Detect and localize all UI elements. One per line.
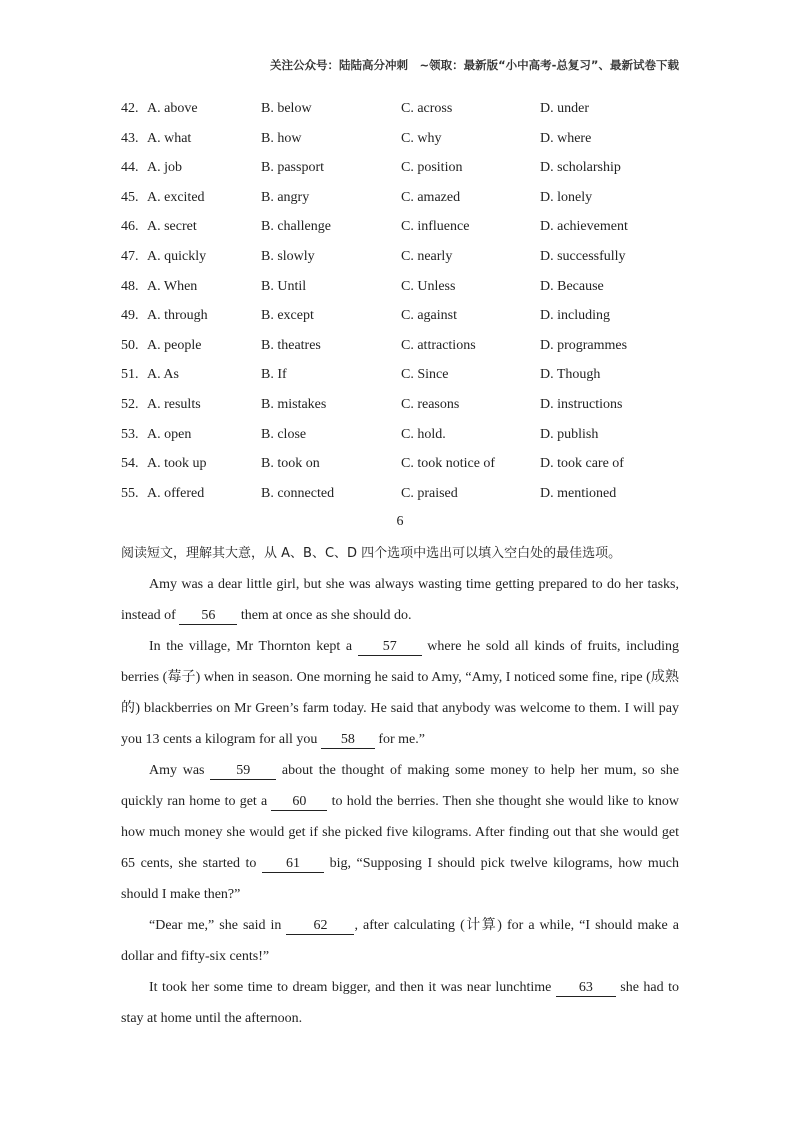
option-b: B. angry — [261, 189, 310, 205]
option-row — [121, 183, 681, 213]
passage-text: to hold the berries. Then she thought she would like to know how much money she would get if she picked five kilograms. After finding out that she would get 65 cents, she started to — [121, 794, 679, 871]
option-a: A. secret — [147, 219, 197, 235]
option-row — [121, 360, 681, 390]
question-number: 43. — [121, 130, 139, 146]
option-row — [121, 390, 681, 420]
passage-text: , after calculating (计算) for a while, “I should make a dollar and fifty-six cents!” — [121, 918, 679, 964]
option-b: B. took on — [261, 456, 320, 472]
page-header: 关注公众号：陆陆高分冲刺 ~领取：最新版“小中高考-总复习”、最新试卷下载 — [269, 58, 679, 72]
option-c: C. amazed — [401, 189, 461, 205]
option-c: C. position — [401, 160, 463, 176]
option-a: A. above — [147, 101, 198, 116]
passage-text: Amy was — [149, 763, 211, 778]
passage-text: for me.” — [374, 732, 425, 747]
option-d: D. including — [540, 308, 610, 324]
question-number: 48. — [121, 278, 139, 294]
option-b: B. close — [261, 426, 307, 442]
passage-text: It took her some time to dream bigger, and then it was near lunchtime — [149, 980, 556, 995]
option-c: C. reasons — [401, 396, 460, 412]
passage-paragraph — [121, 569, 679, 631]
option-row — [121, 153, 681, 183]
question-number: 45. — [121, 189, 139, 205]
option-c: C. hold. — [401, 426, 446, 442]
option-c: C. against — [401, 308, 457, 324]
option-row — [121, 479, 681, 509]
blank-57: 57 — [358, 639, 422, 656]
passage-text: big, “Supposing I should pick twelve kilograms, how much should I make then?” — [121, 856, 679, 902]
option-b: B. slowly — [261, 248, 315, 264]
option-d: D. lonely — [540, 189, 593, 205]
option-c: C. Since — [401, 367, 449, 383]
option-a: A. When — [147, 278, 198, 294]
option-a: A. offered — [147, 485, 205, 501]
passage-text: about the thought of making some money to help her mum, so she quickly ran home to get a — [121, 763, 679, 809]
passage-paragraph — [121, 972, 679, 1034]
question-number: 49. — [121, 308, 139, 324]
option-row — [121, 420, 681, 450]
option-row — [121, 124, 681, 154]
blank-56: 56 — [179, 608, 237, 625]
option-c: C. why — [401, 130, 442, 146]
option-a: A. open — [147, 426, 192, 442]
question-number: 53. — [121, 426, 139, 442]
option-row — [121, 272, 681, 302]
option-a: A. results — [147, 396, 201, 412]
option-row — [121, 331, 681, 361]
question-number: 52. — [121, 396, 139, 412]
question-number: 50. — [121, 337, 139, 353]
options-list — [121, 94, 681, 508]
option-d: D. where — [540, 130, 592, 146]
passage-paragraph — [121, 755, 679, 910]
question-number: 42. — [121, 101, 139, 116]
option-d: D. publish — [540, 426, 599, 442]
page-number: 6 — [396, 514, 404, 529]
cloze-passage — [121, 538, 679, 1034]
option-row — [121, 212, 681, 242]
passage-paragraph — [121, 631, 679, 755]
option-b: B. passport — [261, 160, 324, 176]
option-d: D. achievement — [540, 219, 628, 235]
passage-text: In the village, Mr Thornton kept a — [149, 639, 358, 654]
option-a: A. took up — [147, 456, 207, 472]
option-d: D. mentioned — [540, 485, 617, 501]
blank-58: 58 — [321, 732, 375, 749]
option-d: D. Because — [540, 278, 604, 294]
option-b: B. how — [261, 130, 302, 146]
option-d: D. under — [540, 101, 589, 116]
passage-text: she had to stay at home until the afternoon. — [121, 980, 679, 1026]
option-b: B. connected — [261, 485, 335, 501]
option-c: C. Unless — [401, 278, 456, 294]
option-a: A. As — [147, 367, 179, 383]
question-number: 51. — [121, 367, 139, 383]
option-row — [121, 449, 681, 479]
option-b: B. challenge — [261, 219, 331, 235]
option-row — [121, 94, 681, 124]
option-c: C. attractions — [401, 337, 476, 353]
question-number: 54. — [121, 456, 139, 472]
option-b: B. Until — [261, 278, 307, 294]
option-a: A. through — [147, 308, 208, 324]
option-b: B. If — [261, 367, 287, 383]
option-a: A. job — [147, 160, 182, 176]
option-d: D. took care of — [540, 456, 624, 472]
option-d: D. programmes — [540, 337, 628, 353]
option-b: B. below — [261, 101, 312, 116]
blank-60: 60 — [271, 794, 327, 811]
option-c: C. nearly — [401, 248, 453, 264]
option-b: B. theatres — [261, 337, 321, 353]
passage-text: “Dear me,” she said in — [149, 918, 287, 933]
option-b: B. except — [261, 308, 314, 324]
blank-62: 62 — [286, 918, 354, 935]
blank-61: 61 — [262, 856, 324, 873]
option-a: A. quickly — [147, 248, 207, 264]
option-b: B. mistakes — [261, 396, 327, 412]
option-d: D. Though — [540, 367, 601, 383]
passage-text: them at once as she should do. — [237, 608, 412, 623]
option-a: A. excited — [147, 189, 205, 205]
option-a: A. what — [147, 130, 192, 146]
option-a: A. people — [147, 337, 202, 353]
instruction-text: 阅读短文，理解其大意，从 A、B、C、D 四个选项中选出可以填入空白处的最佳选项。 — [121, 546, 622, 561]
question-number: 44. — [121, 160, 139, 176]
option-d: D. scholarship — [540, 160, 621, 176]
question-number: 47. — [121, 248, 139, 264]
question-number: 46. — [121, 219, 139, 235]
option-d: D. successfully — [540, 248, 626, 264]
option-c: C. across — [401, 101, 453, 116]
blank-59: 59 — [210, 763, 276, 780]
option-row — [121, 242, 681, 272]
passage-paragraph — [121, 910, 679, 972]
option-c: C. influence — [401, 219, 470, 235]
passage-text: Amy was a dear little girl, but she was always wasting time getting prepared to do her tasks, instead of — [121, 577, 679, 623]
option-row — [121, 301, 681, 331]
question-number: 55. — [121, 485, 139, 501]
passage-text: where he sold all kinds of fruits, including berries (莓子) when in season. One morning he said to Amy, “Amy, I noticed some fine, ripe (成熟的) blackberries on Mr Green’s farm today. He said that anybody was welcome to them. I will pay you 13 cents a kilogram for all you — [121, 639, 679, 747]
option-d: D. instructions — [540, 396, 623, 412]
option-c: C. praised — [401, 485, 458, 501]
option-c: C. took notice of — [401, 456, 496, 472]
blank-63: 63 — [556, 980, 616, 997]
